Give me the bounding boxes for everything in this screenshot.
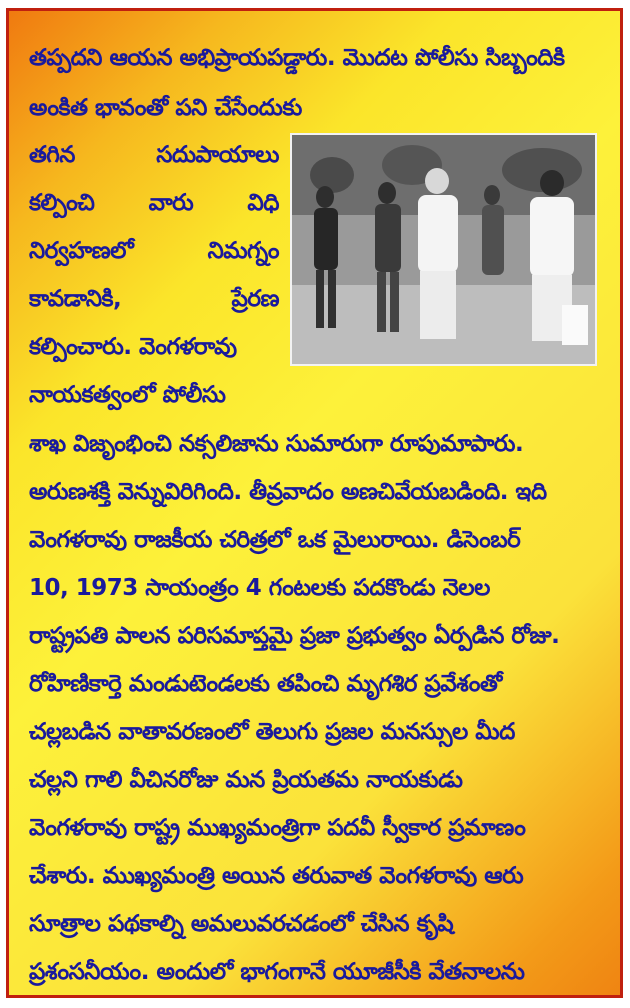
text-line: 10, 1973 సాయంత్రం 4 గంటలకు పదకొండు నెలల: [29, 575, 490, 601]
text-line: చల్లబడిన వాతావరణంలో తెలుగు ప్రజల మనస్సుల మీద: [29, 719, 515, 745]
text-line: చేశారు. ముఖ్యమంత్రి అయిన తరువాత వెంగళరావు ఆరు: [29, 863, 524, 889]
wrap-text-line: [29, 382, 607, 414]
word: పోలీసు: [162, 382, 226, 408]
historic-photo: [290, 133, 597, 366]
page-frame: [6, 8, 623, 998]
word: ప్రేరణ: [231, 286, 279, 312]
word: వారు: [148, 190, 194, 216]
word: నిమగ్నం: [207, 238, 279, 264]
word: తగిన: [29, 142, 75, 168]
text-line: ప్రశంసనీయం. అందులో భాగంగానే యూజీసీకి వేతనాలను: [29, 959, 525, 985]
word: కల్పించారు.: [29, 334, 132, 360]
text-line: రోహిణికార్తె మండుటెండలకు తపించి మృగశిర ప్రవేశంతో: [29, 671, 502, 697]
word: నాయకత్వంలో: [29, 382, 156, 408]
word: వెంగళరావు: [139, 334, 237, 360]
text-line: అంకిత భావంతో పని చేసేందుకు: [29, 95, 302, 121]
wrap-text-line: [29, 238, 279, 270]
text-line: శాఖ విజృంభించి నక్సలిజాను సుమారుగా రూపుమాపారు.: [29, 431, 524, 457]
photo-illustration: [292, 135, 595, 364]
text-line: సూత్రాల పథకాల్ని అమలువరచడంలో చేసిన కృషి: [29, 911, 454, 937]
word: కావడానికి,: [29, 286, 122, 312]
wrap-text-line: [29, 142, 279, 174]
word: సదుపాయాలు: [156, 142, 279, 168]
text-line: అరుణశక్తి వెన్నువిరిగింది. తీవ్రవాదం అణచివేయబడింది. ఇది: [29, 479, 547, 505]
text-line: తప్పదని ఆయన అభిప్రాయపడ్డారు. మొదట పోలీసు సిబ్బందికి: [29, 45, 565, 71]
text-line: చల్లని గాలి వీచినరోజు మన ప్రియతమ నాయకుడు: [29, 767, 463, 793]
text-line: వెంగళరావు రాష్ట్ర ముఖ్యమంత్రిగా పదవీ స్వీకార ప్రమాణం: [29, 815, 526, 841]
word: కల్పించి: [29, 190, 95, 216]
text-line: వెంగళరావు రాజకీయ చరిత్రలో ఒక మైలురాయి. డిసెంబర్: [29, 527, 521, 553]
word: విధి: [247, 190, 279, 216]
text-line: రాష్ట్రపతి పాలన పరిసమాప్తమై ప్రజా ప్రభుత్వం ఏర్పడిన రోజు.: [29, 623, 560, 649]
word: నిర్వహణలో: [29, 238, 134, 264]
wrap-text-line: [29, 286, 279, 318]
wrap-text-line: [29, 190, 279, 222]
